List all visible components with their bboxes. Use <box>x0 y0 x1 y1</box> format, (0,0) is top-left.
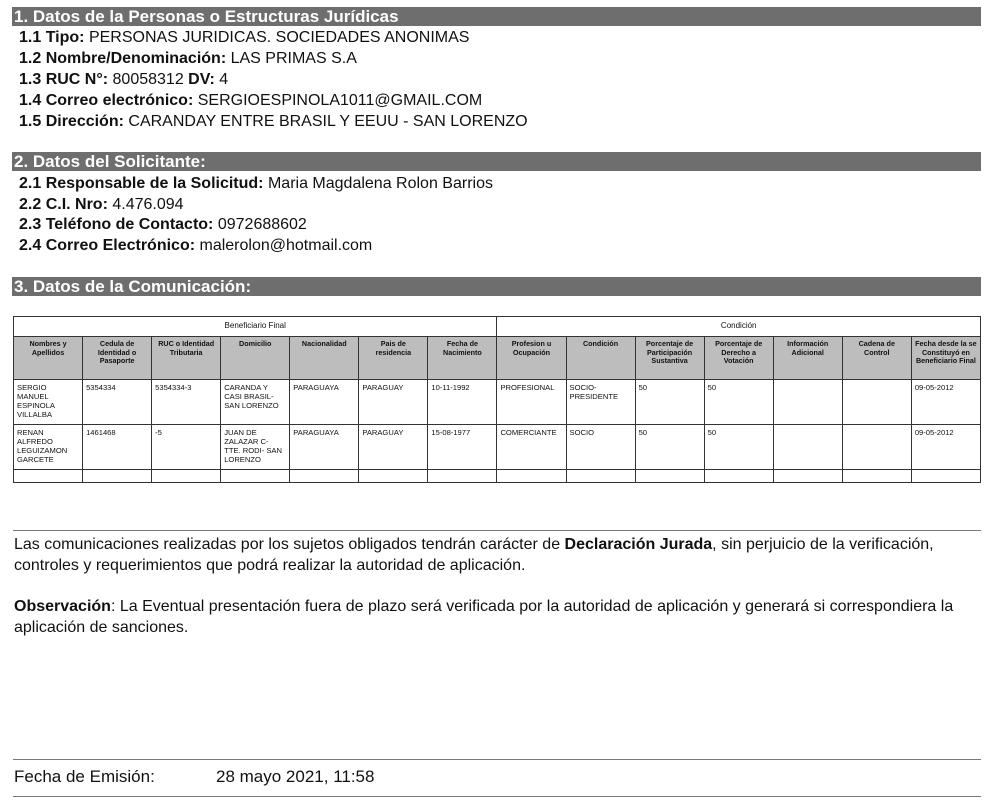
column-header: Condición <box>566 337 635 380</box>
table-cell <box>290 470 359 483</box>
table-cell: -5 <box>152 425 221 470</box>
table-cell <box>704 470 773 483</box>
footer-divider-top <box>13 759 981 760</box>
group-beneficiario-final: Beneficiario Final <box>14 317 497 337</box>
column-header: Cadena de Control <box>842 337 911 380</box>
field-telefono: 2.3 Teléfono de Contacto: 0972688602 <box>19 216 307 233</box>
column-header: Información Adicional <box>773 337 842 380</box>
table-cell: SERGIO MANUEL ESPINOLA VILLALBA <box>14 380 83 425</box>
column-header: Porcentaje de Participación Sustantiva <box>635 337 704 380</box>
field-nombre: 1.2 Nombre/Denominación: LAS PRIMAS S.A <box>19 50 357 67</box>
column-header: RUC o Identidad Tributaria <box>152 337 221 380</box>
table-cell <box>773 380 842 425</box>
column-header: Domicilio <box>221 337 290 380</box>
column-header: Porcentaje de Derecho a Votación <box>704 337 773 380</box>
table-cell <box>773 470 842 483</box>
column-header: Nacionalidad <box>290 337 359 380</box>
table-cell <box>428 470 497 483</box>
field-correo-solicitante: 2.4 Correo Electrónico: malerolon@hotmail.com <box>19 237 373 254</box>
table-cell: PARAGUAY <box>359 425 428 470</box>
table-cell <box>842 380 911 425</box>
table-cell <box>152 470 221 483</box>
table-cell <box>497 470 566 483</box>
emission-date <box>14 767 375 787</box>
table-cell: 5354334 <box>83 380 152 425</box>
section-2-title: 2. Datos del Solicitante: <box>12 152 981 171</box>
table-cell <box>221 470 290 483</box>
table-row <box>14 380 981 425</box>
emission-date-value: 28 mayo 2021, 11:58 <box>216 767 375 786</box>
table-cell <box>359 470 428 483</box>
table-cell: JUAN DE ZALAZAR C- TTE. RODI- SAN LORENZO <box>221 425 290 470</box>
section-1-title: 1. Datos de la Personas o Estructuras Jurídicas <box>12 7 981 26</box>
table-cell <box>635 470 704 483</box>
table-cell: 5354334-3 <box>152 380 221 425</box>
table-cell: 50 <box>635 425 704 470</box>
table-cell: PARAGUAY <box>359 380 428 425</box>
column-header: Pais de residencia <box>359 337 428 380</box>
emission-date-label: Fecha de Emisión: <box>14 767 155 786</box>
table-cell: CARANDA Y CASI BRASIL- SAN LORENZO <box>221 380 290 425</box>
table-cell: SOCIO-PRESIDENTE <box>566 380 635 425</box>
column-header: Nombres y Apellidos <box>14 337 83 380</box>
table-cell: 09-05-2012 <box>911 425 980 470</box>
table-cell <box>566 470 635 483</box>
observation-text: Observación: La Eventual presentación fuera de plazo será verificada por la autoridad de aplicación y generará si correspondiera la aplicación de sanciones. <box>14 598 954 636</box>
column-header: Fecha de Nacimiento <box>428 337 497 380</box>
beneficiaries-table <box>13 316 981 483</box>
group-condicion: Condición <box>497 317 981 337</box>
table-cell: 10-11-1992 <box>428 380 497 425</box>
table-cell: 50 <box>704 425 773 470</box>
table-cell: PARAGUAYA <box>290 425 359 470</box>
table-cell: COMERCIANTE <box>497 425 566 470</box>
field-responsable: 2.1 Responsable de la Solicitud: Maria Magdalena Rolon Barrios <box>19 175 493 192</box>
declaration-text: Las comunicaciones realizadas por los sujetos obligados tendrán carácter de Declaración Jurada, sin perjuicio de la verificación, controles y requerimientos que podrá realizar la autoridad de aplicación. <box>14 536 934 574</box>
section-3-title: 3. Datos de la Comunicación: <box>12 277 981 296</box>
table-cell <box>773 425 842 470</box>
divider <box>13 530 981 531</box>
field-direccion: 1.5 Dirección: CARANDAY ENTRE BRASIL Y EEUU - SAN LORENZO <box>19 113 528 130</box>
table-cell: RENAN ALFREDO LEGUIZAMON GARCETE <box>14 425 83 470</box>
table-cell <box>842 470 911 483</box>
field-correo: 1.4 Correo electrónico: SERGIOESPINOLA1011@GMAIL.COM <box>19 92 483 109</box>
table-cell <box>911 470 980 483</box>
field-ci: 2.2 C.I. Nro: 4.476.094 <box>19 196 184 213</box>
table-cell <box>842 425 911 470</box>
table-cell: 50 <box>704 380 773 425</box>
table-cell: PROFESIONAL <box>497 380 566 425</box>
table-cell <box>83 470 152 483</box>
table-cell: PARAGUAYA <box>290 380 359 425</box>
table-row-empty <box>14 470 981 483</box>
table-row <box>14 425 981 470</box>
table-cell: SOCIO <box>566 425 635 470</box>
table-cell: 15-08-1977 <box>428 425 497 470</box>
column-header: Cedula de Identidad o Pasaporte <box>83 337 152 380</box>
table-cell <box>14 470 83 483</box>
table-cell: 1461468 <box>83 425 152 470</box>
footer-divider-bottom <box>13 796 981 797</box>
field-ruc: 1.3 RUC N°: 80058312 DV: 4 <box>19 71 229 88</box>
field-tipo: 1.1 Tipo: PERSONAS JURIDICAS. SOCIEDADES ANONIMAS <box>19 29 470 46</box>
table-cell: 50 <box>635 380 704 425</box>
column-header: Profesion u Ocupación <box>497 337 566 380</box>
table-cell: 09-05-2012 <box>911 380 980 425</box>
column-header: Fecha desde la se Constituyó en Beneficiario Final <box>911 337 980 380</box>
